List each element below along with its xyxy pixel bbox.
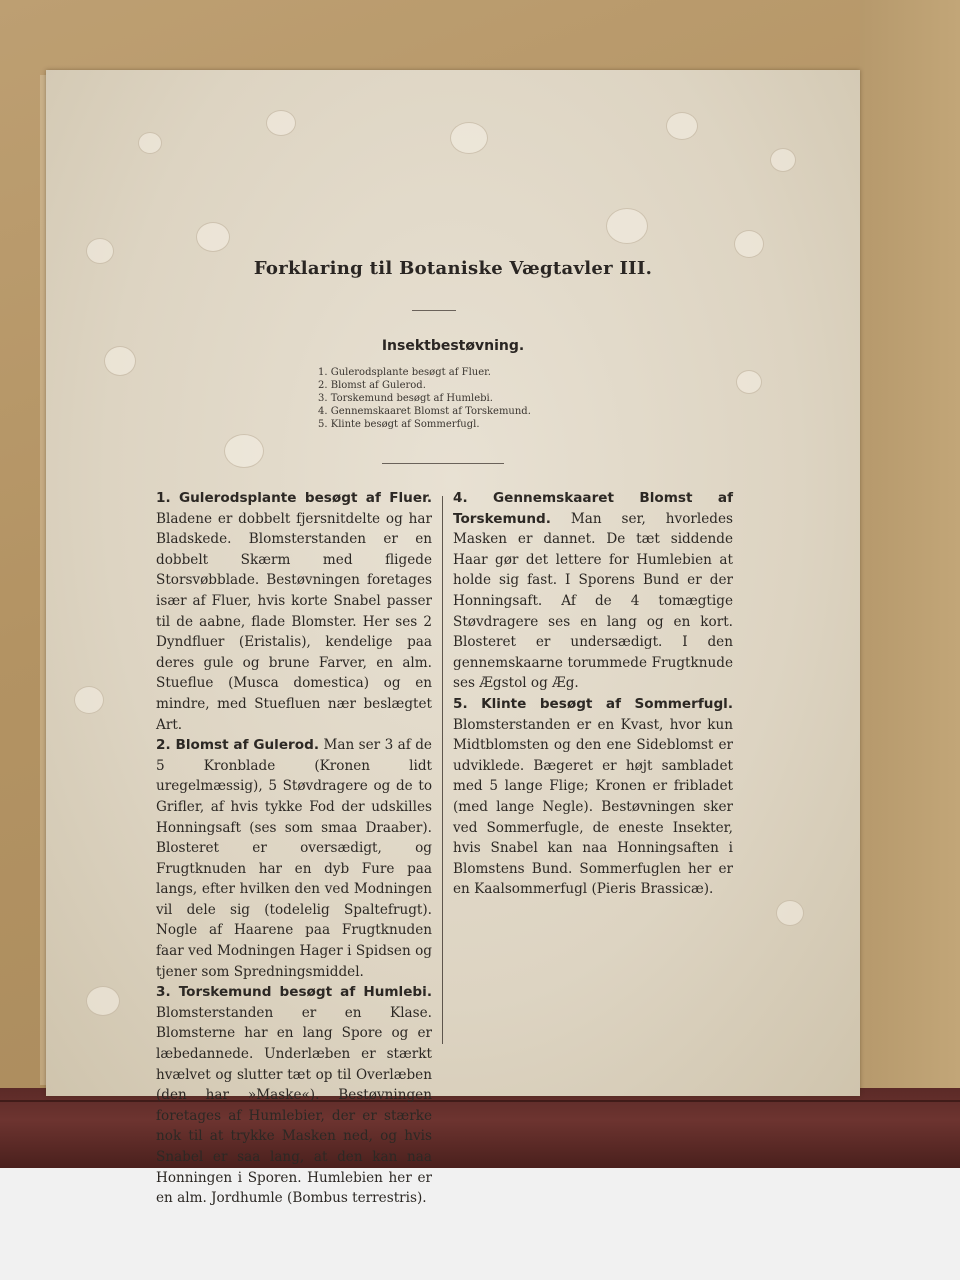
water-stain: [196, 222, 230, 252]
section-body: Man ser, hvorledes Masken er dannet. De tæt siddende Haar gør det lettere for Humlebien at holde sig fast. I Sporens Bund er der Honningsaft. Af de 4 tomægtige Støvdragere ses en lang og en kort. Blosteret er undersædigt. I den gennemskaarne torummede Frugtknude ses Ægstol og Æg.: [453, 510, 733, 692]
cardboard-edge: [860, 0, 960, 1100]
section-body: Blomsterstanden er en Klase. Blomsterne har en lang Spore og er læbedannede. Underlæben er stærkt hvælvet og slutter tæt op til Overlæben (den har »Maske«). Bestøvningen foretages af Humlebier, der er stærke nok til at trykke Masken ned, og hvis Snabel er saa lang, at den kan naa Honningen i Sporen. Humlebien her er en alm. Jordhumle (Bombus terrestris).: [156, 1004, 432, 1207]
section-2: [156, 735, 432, 982]
background-surface: [0, 1168, 960, 1280]
section-heading: 1. Gulerodsplante besøgt af Fluer.: [156, 490, 432, 506]
section-subtitle: Insektbestøvning.: [381, 338, 525, 354]
section-5: [453, 694, 733, 900]
title-divider: [412, 310, 456, 311]
water-stain: [266, 110, 296, 136]
document-page: [46, 70, 860, 1207]
section-heading: 2. Blomst af Gulerod.: [156, 737, 319, 754]
section-body: Man ser 3 af de 5 Kronblade (Kronen lidt uregelmæssig), 5 Støvdragere og de to Grifler, af hvis tykke Fod der udskilles Honningsaft (ses som smaa Draaber). Blosteret er oversædigt, og Frugtknuden har en dyb Fure paa langs, efter hvilken den ved Modningen vil dele sig (todelelig Spaltefrugt). Nogle af Haarene paa Frugtknuden faar ved Modningen Hager i Spidsen og tjener som Spredningsmiddel.: [156, 737, 432, 980]
legend-item: 4. Gennemskaaret Blomst af Torskemund.: [318, 406, 531, 417]
legend-item: 1. Gulerodsplante besøgt af Fluer.: [318, 367, 491, 378]
water-stain: [736, 370, 762, 394]
section-4: [453, 488, 733, 694]
legend-item: 5. Klinte besøgt af Sommerfugl.: [318, 419, 480, 430]
water-stain: [770, 148, 796, 172]
water-stain: [450, 122, 488, 154]
water-stain: [224, 434, 264, 468]
column-divider: [442, 496, 443, 1044]
water-stain: [606, 208, 648, 244]
water-stain: [86, 986, 120, 1016]
spine-edge: [0, 1100, 960, 1102]
section-body: Blomsterstanden er en Kvast, hvor kun Midtblomsten og den ene Sideblomst er udviklede. Bægeret er højt sambladet med 5 lange Flige; Kronen er fribladet (med lange Negle). Bestøvningen sker ved Sommerfugle, de eneste Insekter, hvis Snabel kan naa Honningsaften i Blomstens Bund. Sommerfuglen her er en Kaalsommerfugl (Pieris Brassicæ).: [453, 716, 733, 898]
section-heading: 4. Gennemskaaret Blomst af Torskemund.: [453, 490, 733, 527]
section-heading: 5. Klinte besøgt af Sommerfugl.: [453, 695, 733, 712]
section-body: Bladene er dobbelt fjersnitdelte og har Bladskede. Blomsterstanden er en dobbelt Skærm med fligede Storsvøbblade. Bestøvningen foretages især af Fluer, hvis korte Snabel passer til de aabne, flade Blomster. Her ses 2 Dyndfluer (Eristalis), kendelige paa deres gule og brune Farver, en alm. Stueflue (Musca domestica) og en mindre, med Stuefluen nær beslægtet Art.: [156, 510, 432, 733]
legend-item: 3. Torskemund besøgt af Humlebi.: [318, 393, 493, 404]
document-title: Forklaring til Botaniske Vægtavler III.: [253, 258, 653, 279]
water-stain: [74, 686, 104, 714]
text-column-left: [156, 488, 432, 1209]
text-column-right: [453, 488, 733, 900]
figure-legend: [318, 366, 531, 431]
section-3: [156, 982, 432, 1209]
legend-divider: [382, 463, 504, 464]
water-stain: [776, 900, 804, 926]
water-stain: [666, 112, 698, 140]
legend-item: 2. Blomst af Gulerod.: [318, 380, 426, 391]
water-stain: [734, 230, 764, 258]
section-heading: 3. Torskemund besøgt af Humlebi.: [156, 984, 432, 1001]
section-1: [156, 488, 432, 735]
water-stain: [138, 132, 162, 154]
